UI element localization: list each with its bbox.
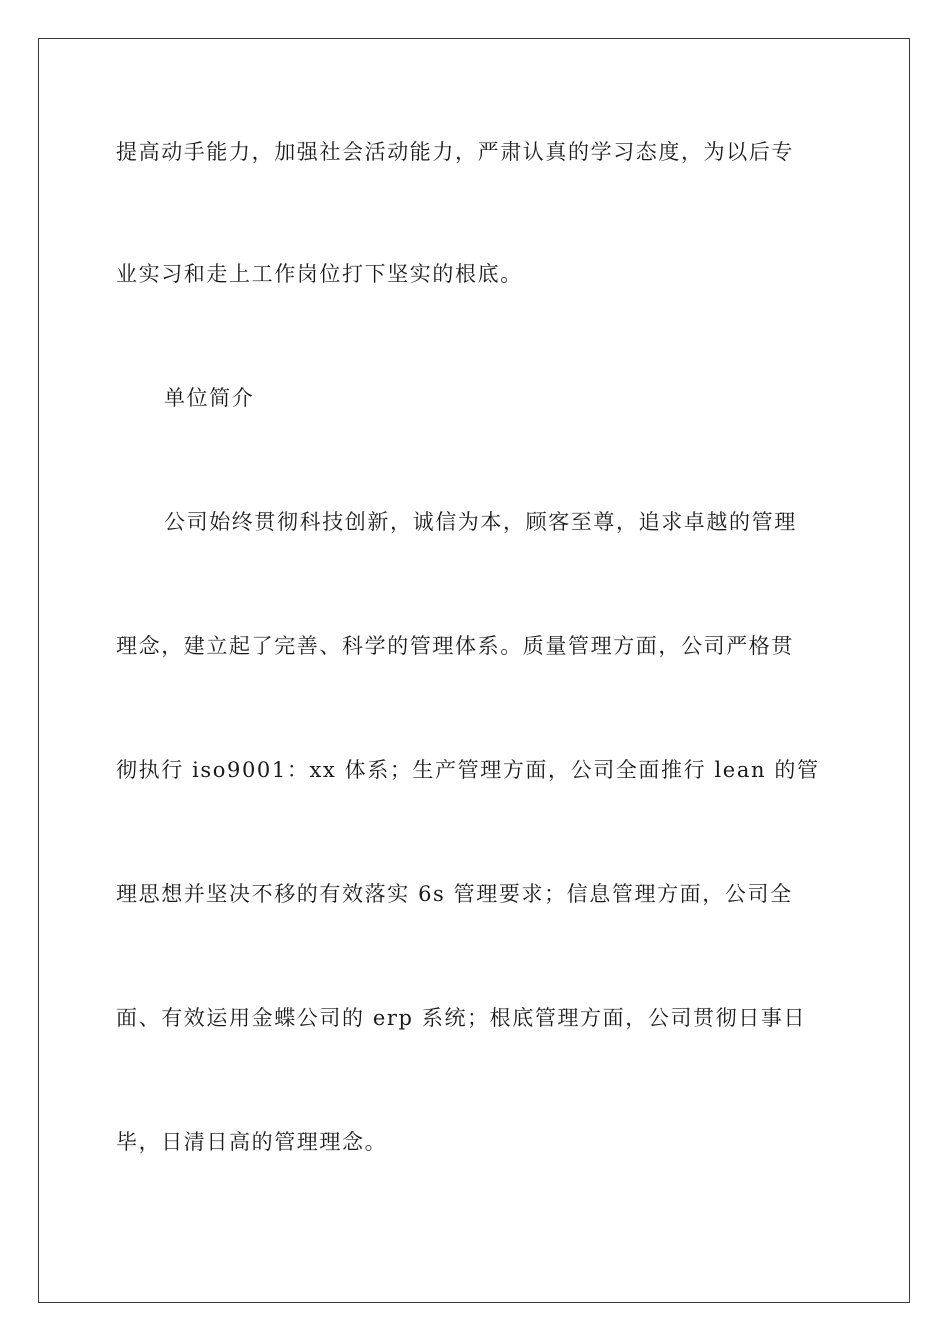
paragraph-line: 彻执行 iso9001：xx 体系；生产管理方面，公司全面推行 lean 的管 — [116, 758, 820, 782]
section-heading: 单位简介 — [164, 386, 255, 410]
paragraph-line: 业实习和走上工作岗位打下坚实的根底。 — [116, 262, 523, 286]
paragraph-line: 理念，建立起了完善、科学的管理体系。质量管理方面，公司严格贯 — [116, 634, 794, 658]
paragraph-line: 毕，日清日高的管理理念。 — [116, 1130, 388, 1154]
page-border — [38, 38, 910, 1303]
paragraph-line: 理思想并坚决不移的有效落实 6s 管理要求；信息管理方面，公司全 — [116, 882, 793, 906]
paragraph-line: 公司始终贯彻科技创新，诚信为本，顾客至尊，追求卓越的管理 — [164, 510, 797, 534]
paragraph-line: 面、有效运用金蝶公司的 erp 系统；根底管理方面，公司贯彻日事日 — [116, 1006, 807, 1030]
paragraph-line: 提高动手能力，加强社会活动能力，严肃认真的学习态度，为以后专 — [116, 140, 794, 164]
